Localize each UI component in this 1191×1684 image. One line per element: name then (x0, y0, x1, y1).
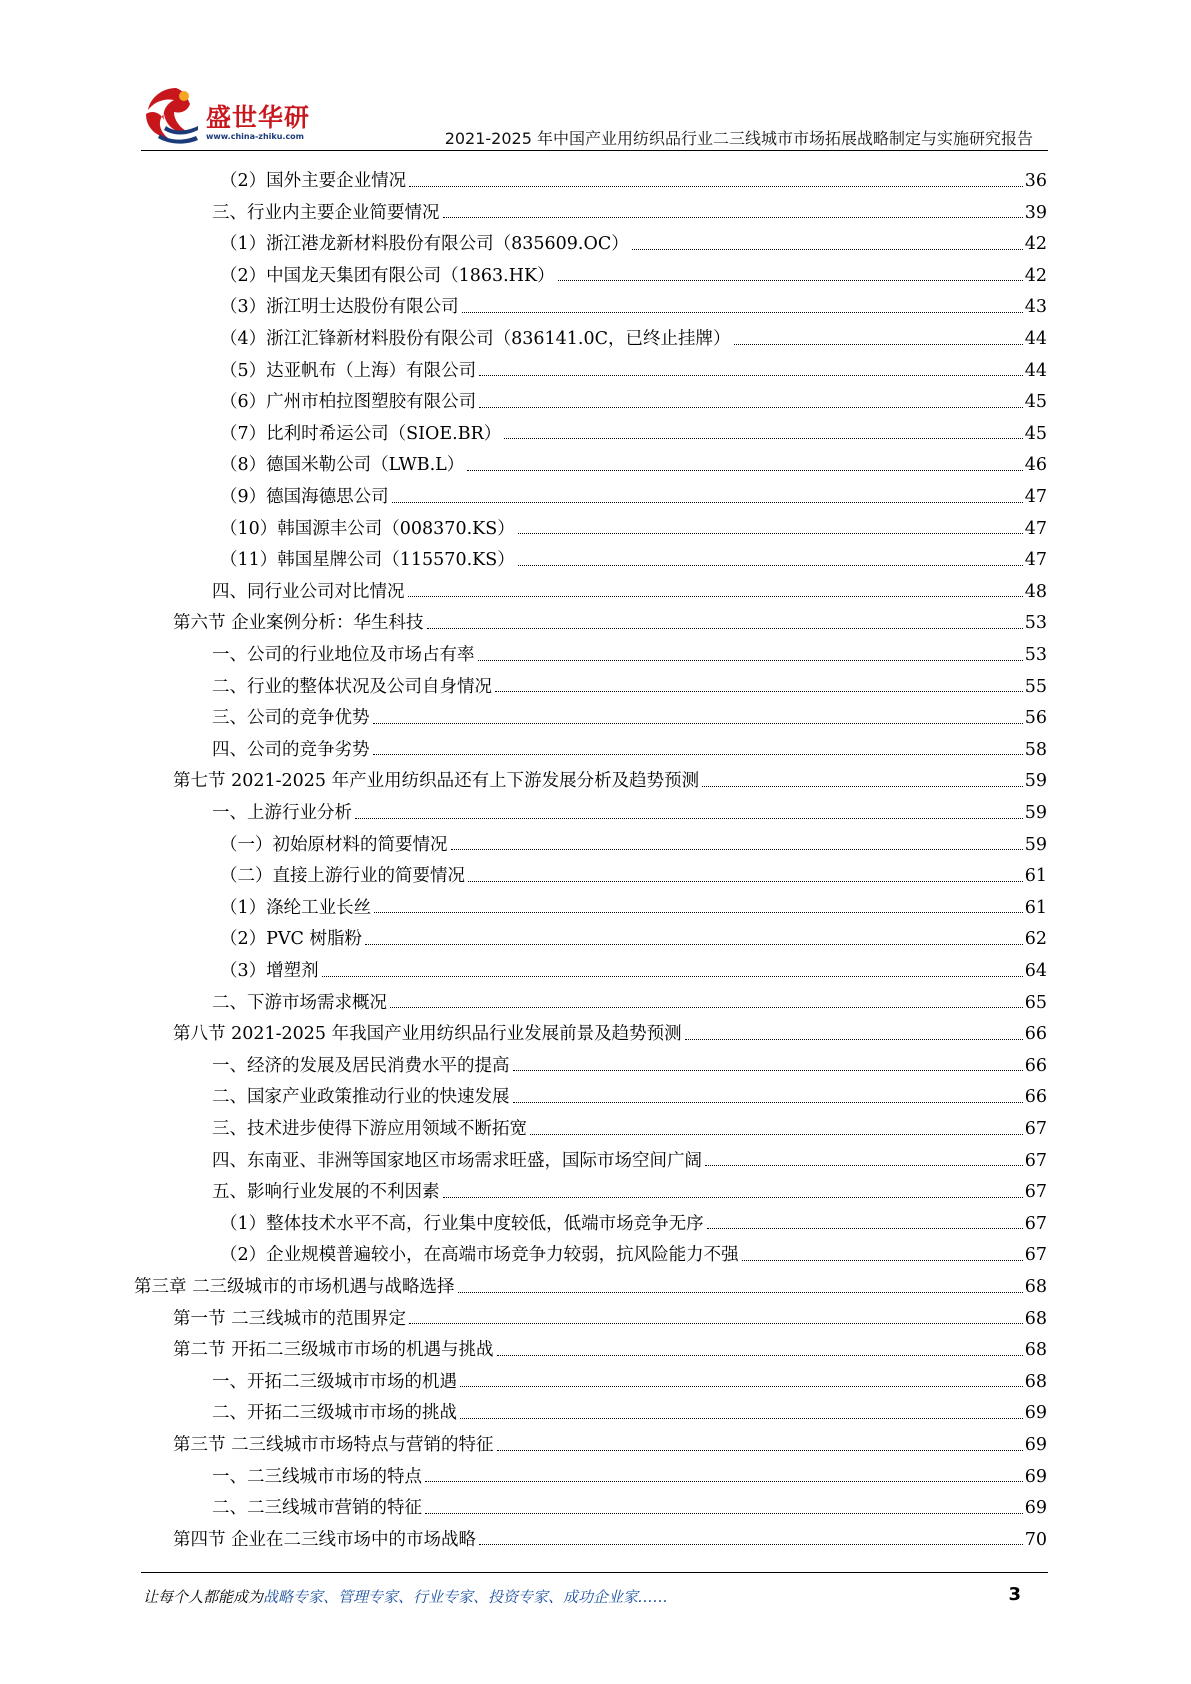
toc-entry-page: 45 (1024, 392, 1047, 413)
toc-dot-leader (373, 723, 1023, 724)
toc-entry-page: 53 (1024, 645, 1047, 666)
toc-entry[interactable] (212, 1044, 1047, 1076)
toc-dot-leader (458, 1292, 1023, 1293)
toc-dot-leader (742, 1260, 1023, 1261)
toc-entry[interactable] (220, 917, 1047, 949)
toc-entry-label: （二）直接上游行业的简要情况 (220, 866, 465, 887)
toc-dot-leader (443, 217, 1023, 218)
toc-entry-page: 47 (1024, 487, 1047, 508)
toc-dot-leader (451, 849, 1023, 850)
toc-dot-leader (443, 1197, 1023, 1198)
toc-entry[interactable] (134, 1265, 1047, 1297)
toc-entry-page: 44 (1024, 360, 1047, 381)
toc-entry[interactable] (212, 791, 1047, 823)
toc-entry-label: （11）韩国星牌公司（115570.KS） (220, 550, 515, 571)
toc-entry-label: （1）整体技术水平不高，行业集中度较低，低端市场竞争无序 (220, 1213, 704, 1234)
toc-dot-leader (462, 312, 1023, 313)
company-logo (140, 82, 310, 152)
toc-dot-leader (504, 438, 1022, 439)
toc-entry[interactable] (220, 380, 1047, 412)
toc-entry-label: （7）比利时希运公司（SIOE.BR） (220, 423, 502, 444)
toc-entry-page: 67 (1024, 1213, 1047, 1234)
toc-entry[interactable] (220, 285, 1047, 317)
toc-entry-page: 69 (1024, 1498, 1047, 1519)
toc-entry[interactable] (212, 191, 1047, 223)
toc-entry-page: 61 (1024, 897, 1047, 918)
toc-entry-page: 59 (1024, 803, 1047, 824)
toc-dot-leader (479, 375, 1023, 376)
toc-dot-leader (392, 502, 1023, 503)
toc-entry-label: 三、技术进步使得下游应用领域不断拓宽 (212, 1119, 527, 1140)
toc-dot-leader (685, 1039, 1023, 1040)
toc-entry-page: 67 (1024, 1119, 1047, 1140)
toc-entry-label: 二、行业的整体状况及公司自身情况 (212, 676, 492, 697)
toc-entry[interactable] (220, 475, 1047, 507)
toc-entry-label: 二、下游市场需求概况 (212, 992, 387, 1013)
toc-entry-page: 46 (1024, 455, 1047, 476)
toc-entry-page: 53 (1024, 613, 1047, 634)
toc-entry[interactable] (220, 443, 1047, 475)
toc-entry-label: （1）浙江港龙新材料股份有限公司（835609.OC） (220, 234, 629, 255)
toc-dot-leader (495, 691, 1023, 692)
toc-entry-label: （5）达亚帆布（上海）有限公司 (220, 360, 477, 381)
toc-entry-label: 二、开拓二三级城市市场的挑战 (212, 1403, 457, 1424)
toc-entry[interactable] (212, 1139, 1047, 1171)
page-number: 3 (1008, 1584, 1021, 1605)
toc-entry-page: 66 (1024, 1087, 1047, 1108)
toc-entry[interactable] (212, 570, 1047, 602)
toc-entry-page: 68 (1024, 1277, 1047, 1298)
toc-entry-page: 67 (1024, 1182, 1047, 1203)
toc-dot-leader (705, 1165, 1023, 1166)
toc-entry[interactable] (212, 1455, 1047, 1487)
toc-entry-page: 59 (1024, 771, 1047, 792)
logo-emblem-icon (140, 82, 210, 152)
toc-entry-label: 第八节 2021-2025 年我国产业用纺织品行业发展前景及趋势预测 (173, 1024, 682, 1045)
toc-dot-leader (409, 1323, 1023, 1324)
toc-dot-leader (374, 912, 1023, 913)
toc-entry-label: 第六节 企业案例分析：华生科技 (173, 613, 424, 634)
toc-entry-page: 65 (1024, 992, 1047, 1013)
toc-dot-leader (734, 344, 1023, 345)
toc-entry[interactable] (173, 1518, 1047, 1550)
toc-dot-leader (390, 1007, 1023, 1008)
toc-entry-page: 47 (1024, 550, 1047, 571)
toc-entry[interactable] (173, 1328, 1047, 1360)
toc-entry[interactable] (220, 349, 1047, 381)
toc-entry-label: 一、开拓二三级城市市场的机遇 (212, 1371, 457, 1392)
toc-entry[interactable] (220, 854, 1047, 886)
toc-entry-page: 62 (1024, 929, 1047, 950)
toc-entry-page: 61 (1024, 866, 1047, 887)
toc-dot-leader (479, 407, 1023, 408)
toc-entry[interactable] (220, 1202, 1047, 1234)
toc-entry-label: 三、公司的竞争优势 (212, 708, 370, 729)
toc-entry-label: 第三章 二三级城市的市场机遇与战略选择 (134, 1277, 455, 1298)
toc-entry-page: 43 (1024, 297, 1047, 318)
toc-entry-label: （一）初始原材料的简要情况 (220, 834, 448, 855)
toc-entry-label: （6）广州市柏拉图塑胶有限公司 (220, 392, 477, 413)
toc-dot-leader (479, 1544, 1023, 1545)
header-divider (141, 150, 1048, 151)
toc-entry-label: （8）德国米勒公司（LWB.L） (220, 455, 465, 476)
toc-dot-leader (409, 186, 1023, 187)
logo-url: www.china-zhiku.com (206, 132, 305, 141)
toc-entry[interactable] (212, 665, 1047, 697)
footer-divider (141, 1572, 1048, 1573)
toc-entry[interactable] (212, 1391, 1047, 1423)
toc-dot-leader (478, 660, 1023, 661)
toc-entry-page: 47 (1024, 518, 1047, 539)
toc-entry[interactable] (212, 1170, 1047, 1202)
toc-entry-page: 66 (1024, 1055, 1047, 1076)
toc-entry-page: 68 (1024, 1340, 1047, 1361)
toc-entry-page: 64 (1024, 961, 1047, 982)
toc-entry-page: 36 (1024, 171, 1047, 192)
toc-entry-label: 第二节 开拓二三级城市市场的机遇与挑战 (173, 1340, 494, 1361)
toc-entry-page: 45 (1024, 423, 1047, 444)
report-title: 2021-2025 年中国产业用纺织品行业二三线城市市场拓展战略制定与实施研究报告 (444, 129, 1033, 148)
toc-entry[interactable] (212, 728, 1047, 760)
toc-entry-page: 44 (1024, 329, 1047, 350)
toc-dot-leader (702, 786, 1023, 787)
toc-dot-leader (365, 944, 1023, 945)
toc-entry-label: 第三节 二三线城市市场特点与营销的特征 (173, 1435, 494, 1456)
toc-dot-leader (513, 1102, 1023, 1103)
toc-dot-leader (468, 881, 1023, 882)
toc-dot-leader (322, 976, 1023, 977)
toc-entry[interactable] (220, 886, 1047, 918)
toc-entry[interactable] (220, 317, 1047, 349)
slogan-accent: 战略专家、管理专家、行业专家、投资专家、成功企业家…… (263, 1588, 669, 1606)
toc-entry[interactable] (220, 507, 1047, 539)
toc-dot-leader (707, 1228, 1023, 1229)
toc-entry-label: 四、同行业公司对比情况 (212, 581, 405, 602)
toc-dot-leader (497, 1355, 1023, 1356)
toc-entry-label: 四、公司的竞争劣势 (212, 739, 370, 760)
toc-entry[interactable] (220, 222, 1047, 254)
toc-entry[interactable] (212, 981, 1047, 1013)
toc-entry-label: （1）涤纶工业长丝 (220, 897, 372, 918)
toc-entry-label: （2）PVC 树脂粉 (220, 929, 362, 950)
toc-entry-label: （9）德国海德思公司 (220, 487, 389, 508)
toc-dot-leader (408, 596, 1023, 597)
toc-entry-label: 四、东南亚、非洲等国家地区市场需求旺盛，国际市场空间广阔 (212, 1150, 702, 1171)
toc-entry[interactable] (220, 254, 1047, 286)
toc-entry-page: 42 (1024, 265, 1047, 286)
toc-entry[interactable] (212, 1360, 1047, 1392)
toc-entry[interactable] (220, 159, 1047, 191)
toc-entry[interactable] (212, 1075, 1047, 1107)
toc-entry-page: 69 (1024, 1403, 1047, 1424)
toc-entry-page: 68 (1024, 1371, 1047, 1392)
toc-entry-label: （2）国外主要企业情况 (220, 171, 407, 192)
toc-entry-page: 69 (1024, 1466, 1047, 1487)
toc-entry-page: 55 (1024, 676, 1047, 697)
toc-entry-label: （10）韩国源丰公司（008370.KS） (220, 518, 515, 539)
toc-dot-leader (513, 1070, 1023, 1071)
toc-entry-page: 39 (1024, 202, 1047, 223)
toc-entry-label: 二、二三线城市营销的特征 (212, 1498, 422, 1519)
toc-entry-page: 58 (1024, 739, 1047, 760)
toc-dot-leader (425, 1513, 1023, 1514)
toc-entry-page: 70 (1024, 1529, 1047, 1550)
toc-entry-page: 42 (1024, 234, 1047, 255)
toc-dot-leader (497, 1450, 1023, 1451)
toc-entry[interactable] (220, 412, 1047, 444)
toc-entry-page: 59 (1024, 834, 1047, 855)
toc-dot-leader (425, 1481, 1023, 1482)
toc-entry[interactable] (173, 1012, 1047, 1044)
toc-entry-label: 五、影响行业发展的不利因素 (212, 1182, 440, 1203)
toc-dot-leader (530, 1134, 1023, 1135)
toc-entry-label: （3）浙江明士达股份有限公司 (220, 297, 459, 318)
toc-dot-leader (460, 1418, 1023, 1419)
toc-entry[interactable] (173, 601, 1047, 633)
toc-entry-page: 69 (1024, 1435, 1047, 1456)
slogan-prefix: 让每个人都能成为 (143, 1588, 264, 1606)
toc-entry[interactable] (212, 1486, 1047, 1518)
toc-entry-page: 48 (1024, 581, 1047, 602)
toc-entry-page: 56 (1024, 708, 1047, 729)
toc-dot-leader (427, 628, 1023, 629)
toc-dot-leader (518, 533, 1023, 534)
toc-entry-page: 67 (1024, 1245, 1047, 1266)
footer-slogan (143, 1586, 668, 1607)
page-header (0, 0, 1191, 160)
toc-entry-label: 第一节 二三线城市的范围界定 (173, 1308, 407, 1329)
toc-dot-leader (355, 818, 1023, 819)
toc-entry[interactable] (173, 1423, 1047, 1455)
toc-entry-label: （2）企业规模普遍较小，在高端市场竞争力较弱，抗风险能力不强 (220, 1245, 739, 1266)
toc-dot-leader (373, 754, 1023, 755)
toc-entry-label: 一、公司的行业地位及市场占有率 (212, 645, 475, 666)
toc-entry[interactable] (212, 696, 1047, 728)
toc-entry[interactable] (212, 1107, 1047, 1139)
toc-entry[interactable] (220, 538, 1047, 570)
toc-entry[interactable] (173, 1297, 1047, 1329)
toc-entry-label: （2）中国龙天集团有限公司（1863.HK） (220, 265, 555, 286)
toc-entry-label: 第四节 企业在二三线市场中的市场战略 (173, 1529, 477, 1550)
toc-entry[interactable] (173, 759, 1047, 791)
toc-entry-label: 第七节 2021-2025 年产业用纺织品还有上下游发展分析及趋势预测 (173, 771, 700, 792)
toc-entry-label: （3）增塑剂 (220, 961, 319, 982)
toc-entry-label: （4）浙江汇锋新材料股份有限公司（836141.0C，已终止挂牌） (220, 329, 731, 350)
toc-dot-leader (518, 565, 1023, 566)
toc-entry-label: 二、国家产业政策推动行业的快速发展 (212, 1087, 510, 1108)
toc-entry-label: 一、二三线城市市场的特点 (212, 1466, 422, 1487)
toc-dot-leader (558, 280, 1023, 281)
toc-entry[interactable] (212, 633, 1047, 665)
toc-entry-label: 一、上游行业分析 (212, 803, 352, 824)
logo-text: 盛世华研 (206, 103, 311, 132)
toc-entry-label: 三、行业内主要企业简要情况 (212, 202, 440, 223)
toc-entry-label: 一、经济的发展及居民消费水平的提高 (212, 1055, 510, 1076)
toc-entry[interactable] (220, 823, 1047, 855)
toc-dot-leader (460, 1386, 1023, 1387)
toc-entry[interactable] (220, 1233, 1047, 1265)
toc-entry-page: 67 (1024, 1150, 1047, 1171)
toc-dot-leader (467, 470, 1022, 471)
toc-entry[interactable] (220, 949, 1047, 981)
toc-dot-leader (632, 249, 1023, 250)
toc-entry-page: 66 (1024, 1024, 1047, 1045)
toc-entry-page: 68 (1024, 1308, 1047, 1329)
